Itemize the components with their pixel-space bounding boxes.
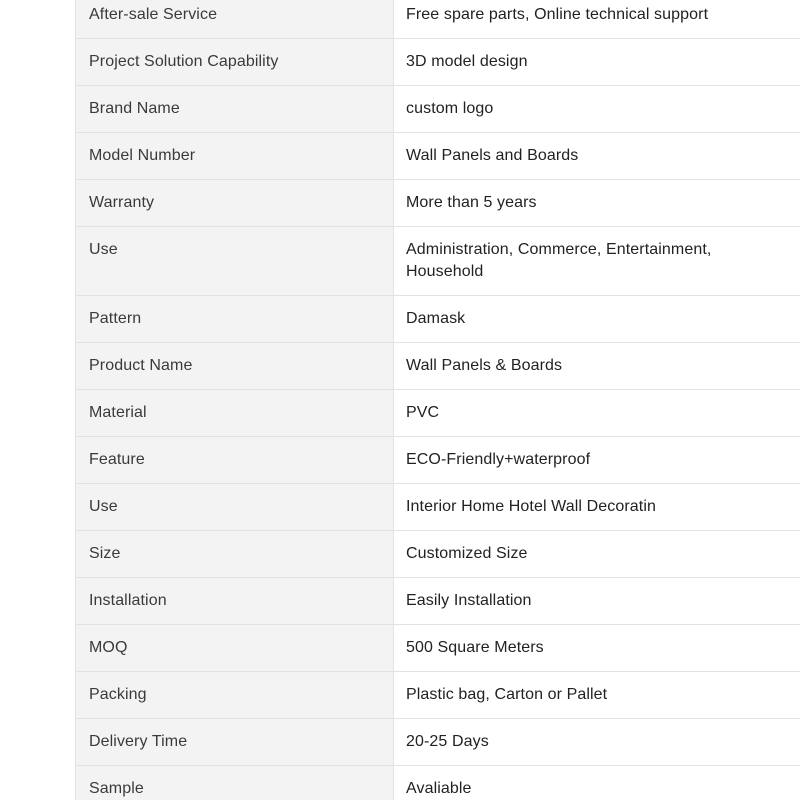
spec-value: Wall Panels & Boards <box>394 343 800 389</box>
spec-label: Warranty <box>76 180 394 226</box>
spec-value: ECO-Friendly+waterproof <box>394 437 800 483</box>
spec-label: Size <box>76 531 394 577</box>
spec-label: Project Solution Capability <box>76 39 394 85</box>
spec-label: MOQ <box>76 625 394 671</box>
spec-value: Free spare parts, Online technical support <box>394 0 800 38</box>
spec-label: Model Number <box>76 133 394 179</box>
spec-label: Pattern <box>76 296 394 342</box>
table-row <box>76 390 800 437</box>
spec-label: Use <box>76 484 394 530</box>
spec-label: After-sale Service <box>76 0 394 38</box>
table-row <box>76 39 800 86</box>
spec-value: PVC <box>394 390 800 436</box>
spec-value: custom logo <box>394 86 800 132</box>
table-row <box>76 531 800 578</box>
table-row <box>76 766 800 800</box>
table-row <box>76 625 800 672</box>
table-row <box>76 227 800 296</box>
spec-value: Customized Size <box>394 531 800 577</box>
table-row <box>76 578 800 625</box>
table-row <box>76 0 800 39</box>
table-row <box>76 180 800 227</box>
spec-value: 3D model design <box>394 39 800 85</box>
spec-value: Damask <box>394 296 800 342</box>
spec-value: Easily Installation <box>394 578 800 624</box>
table-row <box>76 296 800 343</box>
table-row <box>76 133 800 180</box>
spec-label: Use <box>76 227 394 295</box>
spec-label: Brand Name <box>76 86 394 132</box>
spec-label: Sample <box>76 766 394 800</box>
table-row <box>76 86 800 133</box>
spec-value: Administration, Commerce, Entertainment, Household <box>394 227 800 295</box>
spec-label: Installation <box>76 578 394 624</box>
spec-value: 20-25 Days <box>394 719 800 765</box>
spec-value: Interior Home Hotel Wall Decoratin <box>394 484 800 530</box>
spec-value: 500 Square Meters <box>394 625 800 671</box>
spec-value: Avaliable <box>394 766 800 800</box>
table-row <box>76 672 800 719</box>
spec-value: More than 5 years <box>394 180 800 226</box>
table-row <box>76 437 800 484</box>
spec-value: Plastic bag, Carton or Pallet <box>394 672 800 718</box>
table-row <box>76 719 800 766</box>
spec-label: Product Name <box>76 343 394 389</box>
spec-label: Packing <box>76 672 394 718</box>
spec-label: Delivery Time <box>76 719 394 765</box>
spec-value: Wall Panels and Boards <box>394 133 800 179</box>
table-row <box>76 484 800 531</box>
table-row <box>76 343 800 390</box>
spec-label: Material <box>76 390 394 436</box>
specification-table <box>75 0 800 800</box>
spec-label: Feature <box>76 437 394 483</box>
